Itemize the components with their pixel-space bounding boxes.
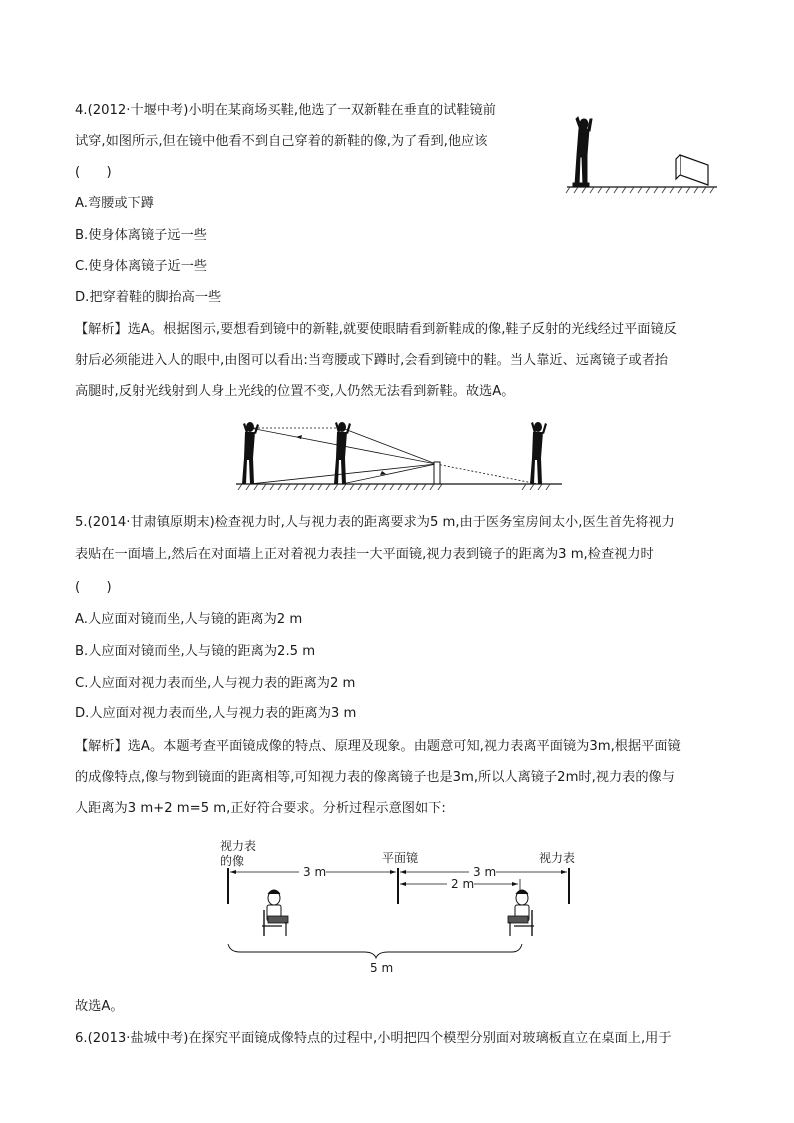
label-plane-mirror: 平面镜 <box>382 851 419 865</box>
q5-option-b: B.人应面对镜而坐,人与镜的距离为2.5 m <box>75 644 316 659</box>
dist-left-label: 3 m <box>303 865 327 879</box>
label-chart-image-line1: 视力表 <box>220 839 257 853</box>
q5-stem-line2: 表贴在一面墙上,然后在对面墙上正对着视力表挂一大平面镜,视力表到镜子的距离为3 m,检查视力时 <box>75 547 654 562</box>
q5-analysis-line2: 的成像特点,像与物到镜面的距离相等,可知视力表的像离镜子也是3m,所以人离镜子2m时,视力表的像与 <box>75 770 675 785</box>
person-right <box>530 422 547 484</box>
dist-total-label: 5 m <box>370 961 394 975</box>
q5-analysis-line1: 【解析】选A。本题考查平面镜成像的特点、原理及现象。由题意可知,视力表离平面镜为3m,根据平面镜 <box>75 739 681 754</box>
q4-ray-diagram <box>236 418 562 498</box>
q5-option-d: D.人应面对视力表而坐,人与视力表的距离为3 m <box>75 706 357 721</box>
q5-option-a: A.人应面对镜而坐,人与镜的距离为2 m <box>75 612 303 627</box>
q4-option-a: A.弯腰或下蹲 <box>75 196 154 211</box>
q6-stem-line1: 6.(2013·盐城中考)在探究平面镜成像特点的过程中,小明把四个模型分别面对玻璃板直立在桌面上,用于 <box>75 1031 672 1046</box>
seated-person-image <box>262 890 288 936</box>
seated-person-real <box>508 890 534 936</box>
dist-right-label: 3 m <box>473 865 497 879</box>
q4-option-b: B.使身体离镜子远一些 <box>75 228 207 243</box>
q4-shoe-mirror-figure <box>562 115 722 200</box>
ground-hatch <box>238 484 550 490</box>
q5-option-c: C.人应面对视力表而坐,人与视力表的距离为2 m <box>75 676 356 691</box>
label-chart-image-line2: 的像 <box>220 854 245 868</box>
q4-answer-blank: ( ) <box>75 165 112 180</box>
q5-stem-line1: 5.(2014·甘肃镇原期末)检查视力时,人与视力表的距离要求为5 m,由于医务室房间太小,医生首先将视力 <box>75 515 675 530</box>
q5-conclusion: 故选A。 <box>75 999 124 1014</box>
total-distance-brace <box>228 944 522 958</box>
q4-analysis-line1: 【解析】选A。根据图示,要想看到镜中的新鞋,就要使眼睛看到新鞋成的像,鞋子反射的光线经过平面镜反 <box>75 322 677 337</box>
q4-analysis-line2: 射后必须能进入人的眼中,由图可以看出:当弯腰或下蹲时,会看到镜中的鞋。当人靠近、远离镜子或者抬 <box>75 353 669 368</box>
mirror-block <box>434 462 440 484</box>
shoe-mirror <box>676 155 708 185</box>
dist-person-label: 2 m <box>451 877 475 891</box>
q4-analysis-line3: 高腿时,反射光线射到人身上光线的位置不变,人仍然无法看到新鞋。故选A。 <box>75 384 515 399</box>
q4-stem-line1: 4.(2012·十堰中考)小明在某商场买鞋,他选了一双新鞋在垂直的试鞋镜前 <box>75 103 496 118</box>
q4-option-d: D.把穿着鞋的脚抬高一些 <box>75 290 222 305</box>
floor-hatch <box>566 187 714 193</box>
person-figure <box>573 117 592 186</box>
q4-option-c: C.使身体离镜子近一些 <box>75 259 208 274</box>
q5-distance-diagram <box>214 832 594 980</box>
person-far-left <box>242 422 259 484</box>
q5-analysis-line3: 人距离为3 m+2 m=5 m,正好符合要求。分析过程示意图如下: <box>75 801 446 816</box>
q4-stem-line2: 试穿,如图所示,但在镜中他看不到自己穿着的新鞋的像,为了看到,他应该 <box>75 134 488 149</box>
q5-answer-blank: ( ) <box>75 580 112 595</box>
label-eye-chart: 视力表 <box>539 851 576 865</box>
